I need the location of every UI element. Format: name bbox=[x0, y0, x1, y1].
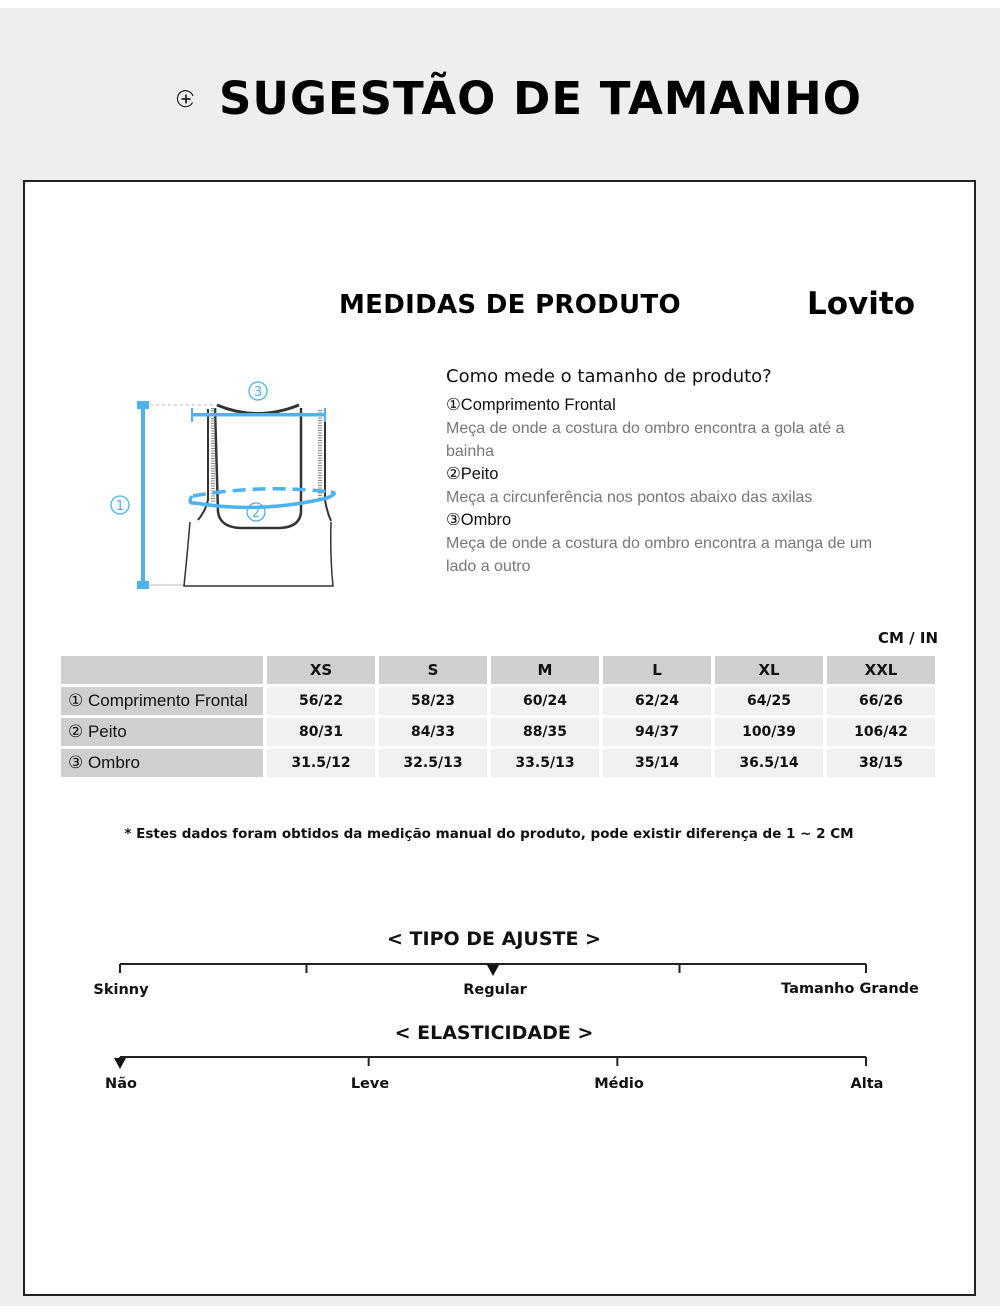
table-cell: 56/22 bbox=[267, 687, 375, 715]
how-to-measure bbox=[446, 366, 876, 578]
table-header-cell: XS bbox=[267, 656, 375, 684]
measure-item-title: ②Peito bbox=[446, 465, 499, 483]
table-cell: 38/15 bbox=[827, 749, 935, 777]
table-header-cell: XL bbox=[715, 656, 823, 684]
table-cell: 36.5/14 bbox=[715, 749, 823, 777]
table-cell: 66/26 bbox=[827, 687, 935, 715]
table-row bbox=[61, 718, 935, 746]
brand-logo: Lovito bbox=[807, 286, 916, 322]
table-header-cell: S bbox=[379, 656, 487, 684]
tank-top-drawing bbox=[184, 405, 333, 586]
elasticity-title: < ELASTICIDADE > bbox=[394, 1022, 594, 1044]
table-cell: 64/25 bbox=[715, 687, 823, 715]
svg-text:1: 1 bbox=[115, 499, 125, 514]
row-label: ③ Ombro bbox=[61, 749, 263, 777]
fit-type-label-large: Tamanho Grande bbox=[781, 981, 919, 997]
table-header-row bbox=[61, 656, 935, 684]
size-table bbox=[61, 656, 935, 780]
table-cell: 32.5/13 bbox=[379, 749, 487, 777]
elasticity-label-light: Leve bbox=[350, 1076, 390, 1092]
measure-item-title: ①Comprimento Frontal bbox=[446, 396, 616, 414]
page-title: SUGESTÃO DE TAMANHO bbox=[219, 72, 862, 125]
marker-2 bbox=[247, 503, 265, 521]
table-cell: 35/14 bbox=[603, 749, 711, 777]
table-header-cell: XXL bbox=[827, 656, 935, 684]
table-header-cell: L bbox=[603, 656, 711, 684]
elasticity-label-none: Não bbox=[105, 1076, 137, 1092]
table-cell: 58/23 bbox=[379, 687, 487, 715]
table-header-cell bbox=[61, 656, 263, 684]
row-label: ① Comprimento Frontal bbox=[61, 687, 263, 715]
table-cell: 94/37 bbox=[603, 718, 711, 746]
table-cell: 88/35 bbox=[491, 718, 599, 746]
table-cell: 80/31 bbox=[267, 718, 375, 746]
measure-item-desc: Meça de onde a costura do ombro encontra a gola até a bainha bbox=[446, 420, 845, 460]
elasticity-label-medium: Médio bbox=[594, 1076, 644, 1092]
table-row bbox=[61, 687, 935, 715]
table-cell: 106/42 bbox=[827, 718, 935, 746]
how-to-measure-title: Como mede o tamanho de produto? bbox=[446, 366, 772, 387]
measure-item-desc: Meça a circunferência nos pontos abaixo das axilas bbox=[446, 489, 813, 506]
fit-type-label-skinny: Skinny bbox=[93, 982, 149, 998]
table-row bbox=[61, 749, 935, 777]
measure-item-title: ③Ombro bbox=[446, 511, 512, 529]
svg-text:3: 3 bbox=[253, 385, 263, 400]
svg-text:2: 2 bbox=[251, 506, 261, 521]
elasticity-label-high: Alta bbox=[850, 1076, 884, 1092]
table-cell: 60/24 bbox=[491, 687, 599, 715]
shoulder-measure bbox=[191, 408, 326, 422]
fit-type-label-regular: Regular bbox=[463, 982, 527, 998]
table-header-cell: M bbox=[491, 656, 599, 684]
measure-item-desc: Meça de onde a costura do ombro encontra a manga de um lado a outro bbox=[446, 535, 873, 575]
marker-3 bbox=[249, 382, 267, 400]
table-cell: 84/33 bbox=[379, 718, 487, 746]
table-cell: 100/39 bbox=[715, 718, 823, 746]
fit-type-title: < TIPO DE AJUSTE > bbox=[387, 928, 601, 950]
table-cell: 62/24 bbox=[603, 687, 711, 715]
section-title: MEDIDAS DE PRODUTO bbox=[339, 290, 681, 320]
measurement-note: * Estes dados foram obtidos da medição manual do produto, pode existir diferença de 1 ~ 2 CM bbox=[124, 826, 854, 842]
unit-label: CM / IN bbox=[878, 629, 938, 647]
table-cell: 31.5/12 bbox=[267, 749, 375, 777]
table-cell: 33.5/13 bbox=[491, 749, 599, 777]
row-label: ② Peito bbox=[61, 718, 263, 746]
garment-diagram bbox=[95, 372, 355, 602]
front-length-measure bbox=[137, 401, 149, 589]
plus-circle-icon bbox=[176, 89, 196, 109]
marker-1 bbox=[111, 496, 129, 514]
